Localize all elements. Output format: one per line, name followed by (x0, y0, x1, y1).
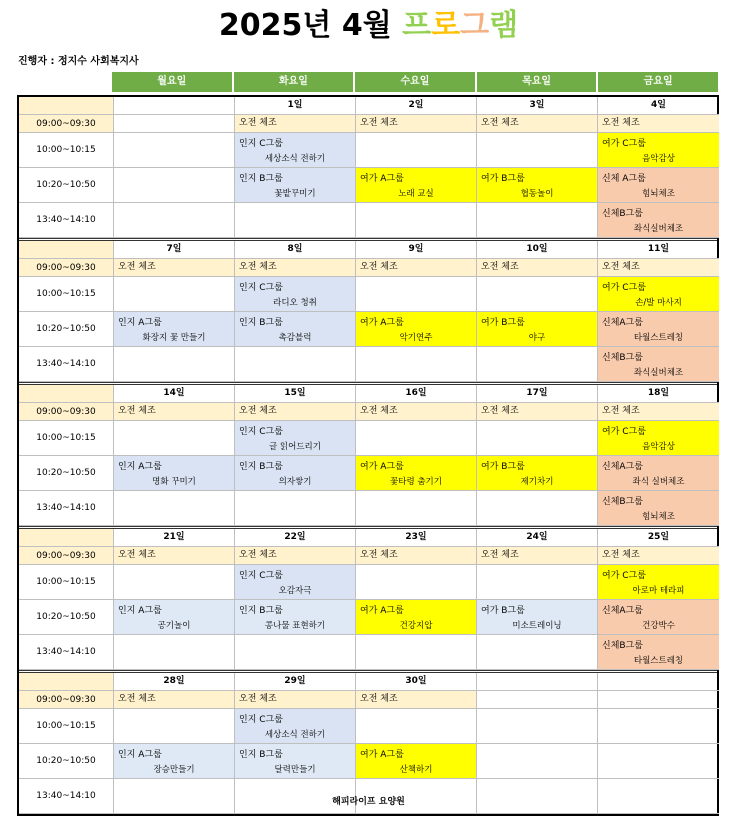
empty-cell (477, 133, 598, 168)
program-cell (235, 709, 356, 744)
page-title: 2025년 4월 프로그램 (218, 8, 519, 43)
program-activity: 힘뇌체조 (642, 512, 675, 522)
program-cell (598, 635, 719, 670)
date-cell (114, 97, 235, 115)
date-cell (598, 673, 719, 691)
program-cell (598, 277, 719, 312)
program-group: 인지 C그룹 (239, 283, 283, 293)
time-slot: 10:20~10:50 (19, 312, 114, 347)
program-cell (235, 456, 356, 491)
program-activity: 아로마 테라피 (632, 586, 685, 596)
date-row-spacer (19, 529, 114, 547)
program-activity: 음악감상 (642, 442, 675, 452)
time-slot: 10:00~10:15 (19, 421, 114, 456)
program-cell (235, 277, 356, 312)
empty-cell (477, 709, 598, 744)
program-cell (114, 744, 235, 779)
time-slot: 10:20~10:50 (19, 600, 114, 635)
time-slot: 10:00~10:15 (19, 133, 114, 168)
morning-exercise-cell: 오전 체조 (356, 259, 477, 277)
program-group: 여가 B그룹 (481, 174, 525, 184)
program-group: 인지 B그룹 (239, 174, 283, 184)
date-cell: 22일 (235, 529, 356, 547)
morning-exercise-cell: 오전 체조 (356, 691, 477, 709)
morning-exercise-cell (598, 691, 719, 709)
time-slot: 09:00~09:30 (19, 259, 114, 277)
weekday-thu: 목요일 (477, 72, 599, 92)
program-group: 여가 C그룹 (602, 427, 646, 437)
program-activity: 힘뇌체조 (642, 189, 675, 199)
date-cell: 21일 (114, 529, 235, 547)
date-cell: 28일 (114, 673, 235, 691)
program-cell (598, 168, 719, 203)
empty-cell (356, 421, 477, 456)
morning-exercise-cell: 오전 체조 (235, 259, 356, 277)
program-group: 여가 C그룹 (602, 571, 646, 581)
program-group: 여가 A그룹 (360, 174, 404, 184)
time-slot: 10:20~10:50 (19, 744, 114, 779)
empty-cell (356, 709, 477, 744)
program-activity: 노래 교실 (398, 189, 434, 199)
time-slot: 10:00~10:15 (19, 709, 114, 744)
footer-label: 해피라이프 요양원 (332, 797, 405, 807)
program-cell (235, 133, 356, 168)
empty-cell (114, 635, 235, 670)
program-group: 인지 B그룹 (239, 318, 283, 328)
program-activity: 악기연주 (399, 333, 433, 343)
time-slot: 13:40~14:10 (19, 347, 114, 382)
program-cell (356, 312, 477, 347)
program-cell (235, 600, 356, 635)
program-activity: 건강박수 (642, 621, 675, 631)
date-cell: 30일 (356, 673, 477, 691)
empty-cell (356, 277, 477, 312)
week-block (19, 382, 717, 526)
empty-cell (356, 635, 477, 670)
morning-exercise-cell (114, 115, 235, 133)
morning-exercise-cell: 오전 체조 (598, 115, 719, 133)
program-group: 인지 B그룹 (239, 750, 283, 760)
program-activity: 좌식실버체조 (633, 368, 684, 378)
date-cell: 16일 (356, 385, 477, 403)
program-activity: 세상소식 전하기 (264, 154, 326, 164)
date-cell: 15일 (235, 385, 356, 403)
weekday-tue: 화요일 (234, 72, 356, 92)
program-cell (356, 168, 477, 203)
program-activity: 타월스트레칭 (633, 656, 684, 666)
morning-exercise-cell: 오전 체조 (356, 403, 477, 421)
program-group: 인지 C그룹 (239, 427, 283, 437)
program-cell (598, 421, 719, 456)
program-activity: 장승만들기 (153, 765, 195, 775)
program-group: 신체 A그룹 (602, 174, 646, 184)
program-group: 여가 A그룹 (360, 750, 404, 760)
program-activity: 타월스트레칭 (633, 333, 684, 343)
program-cell (477, 168, 598, 203)
empty-cell (114, 168, 235, 203)
date-cell: 11일 (598, 241, 719, 259)
morning-exercise-cell: 오전 체조 (235, 403, 356, 421)
program-activity: 촉감블럭 (278, 333, 312, 343)
program-group: 여가 B그룹 (481, 318, 525, 328)
empty-cell (356, 565, 477, 600)
empty-cell (114, 491, 235, 526)
program-group: 신체A그룹 (602, 318, 643, 328)
program-cell (477, 600, 598, 635)
program-cell (114, 456, 235, 491)
program-activity: 야구 (528, 333, 546, 343)
date-cell: 9일 (356, 241, 477, 259)
week-block (19, 670, 717, 814)
date-cell: 23일 (356, 529, 477, 547)
empty-cell (114, 565, 235, 600)
program-cell (598, 133, 719, 168)
program-group: 여가 B그룹 (481, 462, 525, 472)
program-group: 인지 B그룹 (239, 462, 283, 472)
date-cell: 29일 (235, 673, 356, 691)
program-cell (356, 744, 477, 779)
date-cell: 14일 (114, 385, 235, 403)
morning-exercise-cell: 오전 체조 (598, 547, 719, 565)
program-activity: 협동놀이 (520, 189, 554, 199)
time-slot: 09:00~09:30 (19, 547, 114, 565)
weekday-fri: 금요일 (598, 72, 718, 92)
empty-cell (114, 277, 235, 312)
date-cell: 10일 (477, 241, 598, 259)
empty-cell (477, 421, 598, 456)
morning-exercise-cell: 오전 체조 (356, 115, 477, 133)
program-activity: 라디오 청취 (273, 298, 317, 308)
program-activity: 글 읽어드리기 (269, 442, 321, 452)
program-activity: 손/발 마사지 (635, 298, 682, 308)
date-cell: 7일 (114, 241, 235, 259)
empty-cell (477, 744, 598, 779)
date-cell: 17일 (477, 385, 598, 403)
time-slot: 13:40~14:10 (19, 635, 114, 670)
empty-cell (114, 347, 235, 382)
program-activity: 의자쌓기 (278, 477, 312, 487)
time-slot: 13:40~14:10 (19, 491, 114, 526)
time-slot: 10:00~10:15 (19, 565, 114, 600)
program-activity: 좌식 실버체조 (632, 477, 685, 487)
program-cell (356, 456, 477, 491)
date-row-spacer (19, 241, 114, 259)
time-slot: 10:00~10:15 (19, 277, 114, 312)
program-cell (235, 312, 356, 347)
empty-cell (235, 203, 356, 238)
empty-cell (477, 491, 598, 526)
date-cell: 4일 (598, 97, 719, 115)
program-group: 인지 A그룹 (118, 606, 162, 616)
time-slot: 10:20~10:50 (19, 456, 114, 491)
date-row-spacer (19, 673, 114, 691)
program-group: 인지 A그룹 (118, 750, 162, 760)
program-activity: 세상소식 전하기 (264, 730, 326, 740)
date-cell: 2일 (356, 97, 477, 115)
morning-exercise-cell: 오전 체조 (477, 115, 598, 133)
program-cell (114, 312, 235, 347)
morning-exercise-cell: 오전 체조 (477, 547, 598, 565)
schedule-table (17, 95, 719, 816)
program-activity: 음악감상 (642, 154, 675, 164)
program-group: 여가 B그룹 (481, 606, 525, 616)
program-cell (235, 744, 356, 779)
program-group: 여가 A그룹 (360, 462, 404, 472)
empty-cell (235, 347, 356, 382)
empty-cell (356, 133, 477, 168)
empty-cell (477, 565, 598, 600)
morning-exercise-cell: 오전 체조 (114, 403, 235, 421)
program-group: 인지 C그룹 (239, 571, 283, 581)
program-activity: 오감자극 (278, 586, 312, 596)
program-activity: 건강지압 (399, 621, 433, 631)
weekday-mon: 월요일 (112, 72, 234, 92)
morning-exercise-cell: 오전 체조 (598, 259, 719, 277)
program-cell (114, 600, 235, 635)
time-slot: 13:40~14:10 (19, 779, 114, 814)
empty-cell (235, 491, 356, 526)
date-cell: 25일 (598, 529, 719, 547)
morning-exercise-cell: 오전 체조 (598, 403, 719, 421)
morning-exercise-cell: 오전 체조 (477, 403, 598, 421)
morning-exercise-cell: 오전 체조 (356, 547, 477, 565)
program-cell (598, 456, 719, 491)
manager-label: 진행자 : 정지수 사회복지사 (18, 56, 139, 67)
date-row-spacer (19, 97, 114, 115)
program-group: 인지 A그룹 (118, 462, 162, 472)
weekday-header (112, 72, 718, 92)
program-cell (598, 565, 719, 600)
program-cell (235, 421, 356, 456)
empty-cell (114, 133, 235, 168)
date-cell (477, 673, 598, 691)
program-activity: 공기놀이 (157, 621, 191, 631)
time-slot: 10:20~10:50 (19, 168, 114, 203)
date-row-spacer (19, 385, 114, 403)
empty-cell (356, 491, 477, 526)
program-cell (598, 312, 719, 347)
morning-exercise-cell: 오전 체조 (114, 547, 235, 565)
program-cell (598, 347, 719, 382)
weekday-wed: 수요일 (355, 72, 477, 92)
empty-cell (477, 635, 598, 670)
program-group: 신체B그룹 (602, 209, 643, 219)
morning-exercise-cell: 오전 체조 (114, 691, 235, 709)
program-activity: 명화 꾸미기 (152, 477, 196, 487)
empty-cell (356, 203, 477, 238)
program-activity: 꽃타령 춤기기 (390, 477, 442, 487)
time-slot: 13:40~14:10 (19, 203, 114, 238)
program-cell (235, 168, 356, 203)
date-cell: 18일 (598, 385, 719, 403)
morning-exercise-cell: 오전 체조 (477, 259, 598, 277)
empty-cell (356, 347, 477, 382)
week-block (19, 526, 717, 670)
date-cell: 24일 (477, 529, 598, 547)
program-cell (598, 491, 719, 526)
week-block (19, 238, 717, 382)
program-activity: 산책하기 (399, 765, 433, 775)
empty-cell (235, 635, 356, 670)
program-cell (477, 456, 598, 491)
empty-cell (114, 421, 235, 456)
program-activity: 화장지 꽃 만들기 (142, 333, 206, 343)
empty-cell (114, 203, 235, 238)
program-cell (598, 203, 719, 238)
program-group: 신체A그룹 (602, 462, 643, 472)
morning-exercise-cell: 오전 체조 (114, 259, 235, 277)
date-cell: 1일 (235, 97, 356, 115)
program-activity: 좌식실버체조 (633, 224, 684, 234)
program-group: 인지 C그룹 (239, 139, 283, 149)
program-group: 인지 C그룹 (239, 715, 283, 725)
program-group: 여가 A그룹 (360, 318, 404, 328)
program-group: 인지 A그룹 (118, 318, 162, 328)
empty-cell (477, 277, 598, 312)
morning-exercise-cell (477, 691, 598, 709)
time-slot: 09:00~09:30 (19, 115, 114, 133)
program-group: 여가 C그룹 (602, 283, 646, 293)
week-block (19, 97, 717, 238)
program-activity: 미소트레이닝 (512, 621, 562, 631)
program-cell (477, 312, 598, 347)
program-activity: 꽃밭꾸미기 (274, 189, 316, 199)
program-group: 여가 C그룹 (602, 139, 646, 149)
program-group: 여가 A그룹 (360, 606, 404, 616)
date-cell: 3일 (477, 97, 598, 115)
morning-exercise-cell: 오전 체조 (235, 115, 356, 133)
time-slot: 09:00~09:30 (19, 403, 114, 421)
time-slot: 09:00~09:30 (19, 691, 114, 709)
empty-cell (477, 203, 598, 238)
program-cell (598, 600, 719, 635)
empty-cell (598, 709, 719, 744)
morning-exercise-cell: 오전 체조 (235, 547, 356, 565)
empty-cell (477, 347, 598, 382)
program-activity: 달력만들기 (274, 765, 316, 775)
empty-cell (598, 744, 719, 779)
program-group: 신체B그룹 (602, 497, 643, 507)
program-cell (235, 565, 356, 600)
program-activity: 콩나물 표현하기 (264, 621, 326, 631)
empty-cell (114, 709, 235, 744)
morning-exercise-cell: 오전 체조 (235, 691, 356, 709)
program-group: 신체A그룹 (602, 606, 643, 616)
program-cell (356, 600, 477, 635)
program-group: 신체B그룹 (602, 353, 643, 363)
date-cell: 8일 (235, 241, 356, 259)
program-group: 신체B그룹 (602, 641, 643, 651)
program-activity: 제기차기 (520, 477, 554, 487)
program-group: 인지 B그룹 (239, 606, 283, 616)
